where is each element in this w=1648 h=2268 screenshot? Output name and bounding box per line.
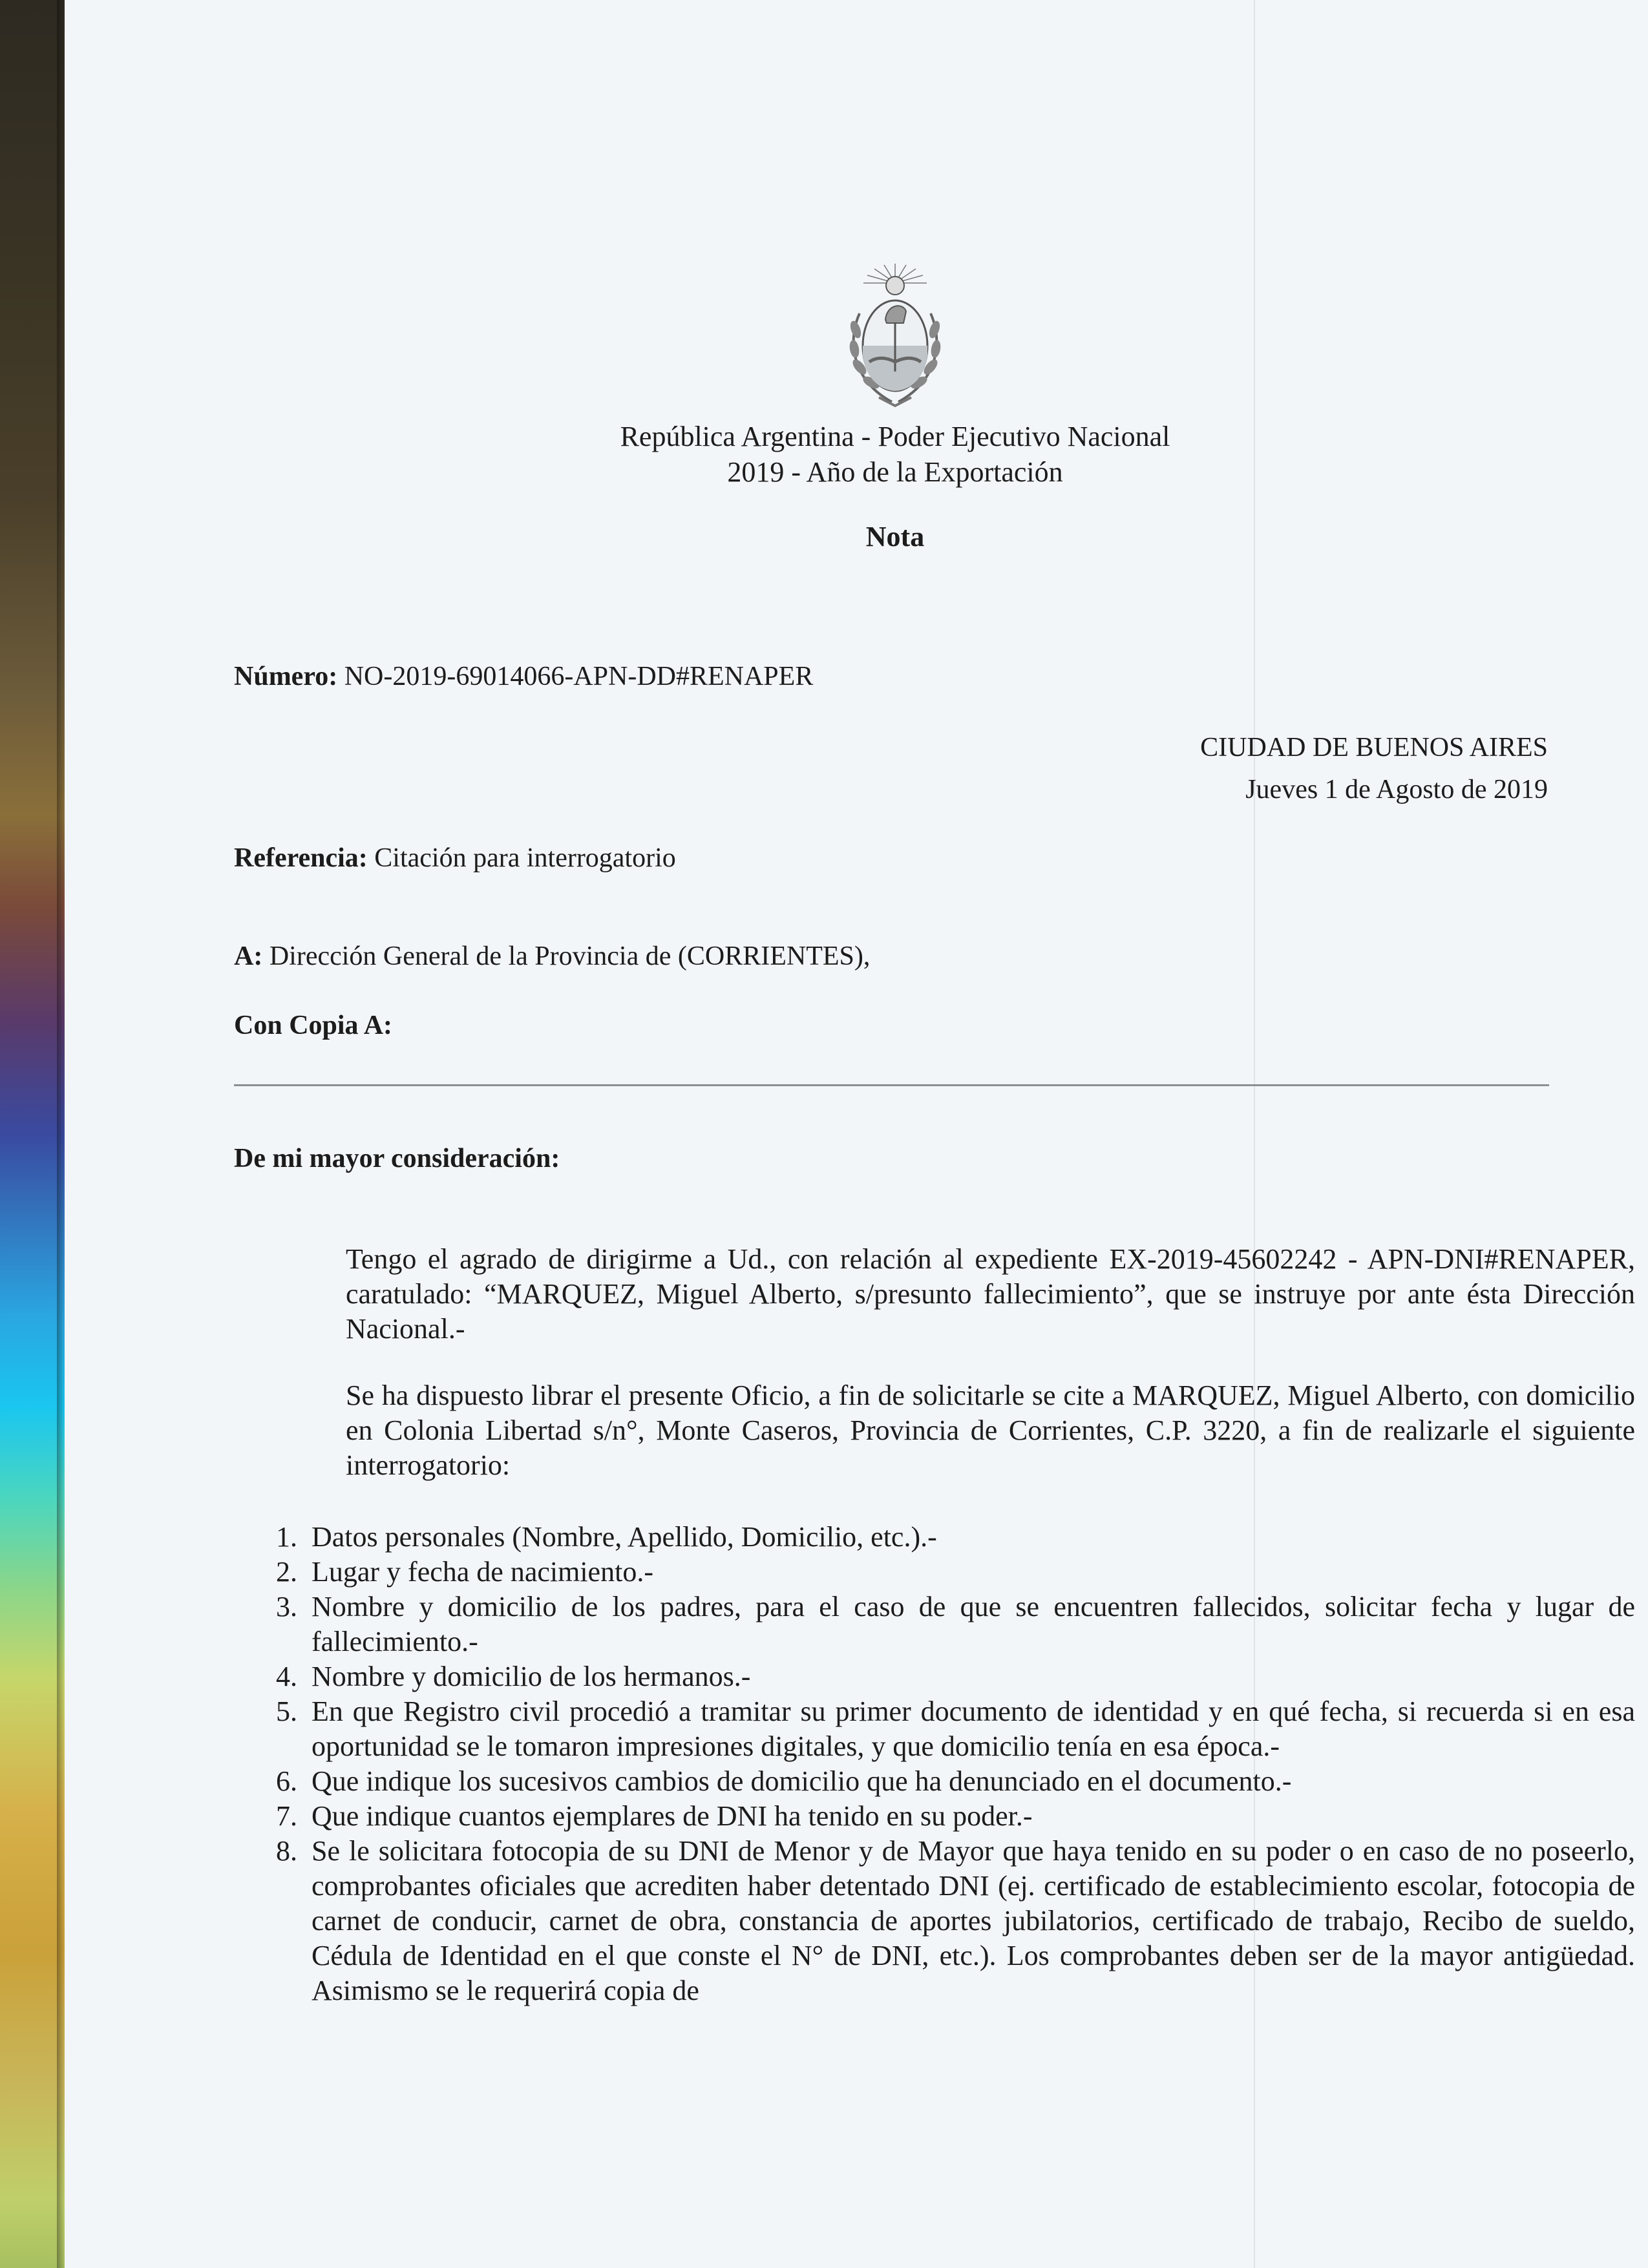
list-item-number: 5. (276, 1696, 297, 1727)
list-item-number: 4. (276, 1661, 297, 1692)
list-item-number: 6. (276, 1765, 297, 1797)
paragraph-2: Se ha dispuesto librar el presente Oficio, a fin de solicitarle se cite a MARQUEZ, Miguel Alberto, con domicilio en Colonia Libertad s/n°, Monte Caseros, Provincia de Corrientes, C.P. 3220, a fin de realizarle el siguiente interrogatorio: (346, 1380, 1635, 1481)
place-city: CIUDAD DE BUENOS AIRES (1200, 733, 1548, 762)
con-copia-label: Con Copia A: (234, 1011, 393, 1040)
list-item (246, 1520, 1635, 1555)
list-item-number: 7. (276, 1800, 297, 1832)
list-item (246, 1555, 1635, 1590)
paragraph-1: Tengo el agrado de dirigirme a Ud., con relación al expediente EX-2019-45602242 - APN-DNI#RENAPER, caratulado: “MARQUEZ, Miguel Alberto, s/presunto fallecimiento”, que se instruye por ante ésta Dirección Nacional.- (346, 1243, 1635, 1345)
interrogation-list (246, 1520, 1635, 2008)
numero-label: Número: (234, 662, 338, 691)
list-item-text: Se le solicitara fotocopia de su DNI de Menor y de Mayor que haya tenido en su poder o en caso de no poseerlo, comprobantes oficiales que acrediten haber detentado DNI (ej. certificado de establecimiento escolar, fotocopia de carnet de conducir, carnet de obra, constancia de aportes jubilatorios, certificado de trabajo, Recibo de sueldo, Cédula de Identidad en el que conste el N° de DNI, etc.). Los comprobantes deben ser de la mayor antigüedad. Asimismo se le requerirá copia de (312, 1835, 1635, 2006)
list-item (246, 1834, 1635, 2008)
list-item (246, 1799, 1635, 1834)
con-copia-field (234, 1009, 392, 1042)
numero-field (234, 660, 813, 693)
place-date: Jueves 1 de Agosto de 2019 (1245, 775, 1548, 804)
salutation (234, 1142, 560, 1175)
list-item (246, 1764, 1635, 1799)
referencia-field (234, 842, 676, 874)
header-line-year-motto: 2019 - Año de la Exportación (727, 456, 1063, 488)
salutation-text: De mi mayor consideración: (234, 1144, 560, 1173)
list-item-text: Que indique cuantos ejemplares de DNI ha tenido en su poder.- (312, 1800, 1033, 1832)
coat-of-arms-icon (834, 258, 956, 410)
destinatario-field (234, 940, 870, 972)
list-item-text: Datos personales (Nombre, Apellido, Domicilio, etc.).- (312, 1521, 937, 1553)
scanner-edge-artifact (0, 0, 65, 2268)
referencia-value: Citación para interrogatorio (374, 843, 676, 873)
referencia-label: Referencia: (234, 843, 368, 873)
list-item-text: Nombre y domicilio de los padres, para el caso de que se encuentren fallecidos, solicitar fecha y lugar de fallecimiento.- (312, 1591, 1635, 1657)
list-item-number: 8. (276, 1835, 297, 1867)
list-item-text: En que Registro civil procedió a tramitar su primer documento de identidad y en qué fecha, si recuerda si en esa oportunidad se le tomaron impresiones digitales, y que domicilio tenía en esa época.- (312, 1696, 1635, 1762)
list-item-text: Que indique los sucesivos cambios de domicilio que ha denunciado en el documento.- (312, 1765, 1292, 1797)
header-line-government: República Argentina - Poder Ejecutivo Nacional (620, 421, 1170, 452)
numero-value: NO-2019-69014066-APN-DD#RENAPER (344, 662, 814, 691)
destinatario-label: A: (234, 941, 263, 971)
list-item-text: Nombre y domicilio de los hermanos.- (312, 1661, 751, 1692)
list-item-number: 2. (276, 1556, 297, 1588)
list-item (246, 1659, 1635, 1694)
list-item (246, 1590, 1635, 1659)
destinatario-value: Dirección General de la Provincia de (CORRIENTES), (269, 941, 871, 971)
list-item-number: 3. (276, 1591, 297, 1622)
list-item-number: 1. (276, 1521, 297, 1553)
list-item (246, 1694, 1635, 1764)
document-type-title: Nota (865, 521, 925, 552)
list-item-text: Lugar y fecha de nacimiento.- (312, 1556, 653, 1588)
header-divider (234, 1084, 1549, 1086)
